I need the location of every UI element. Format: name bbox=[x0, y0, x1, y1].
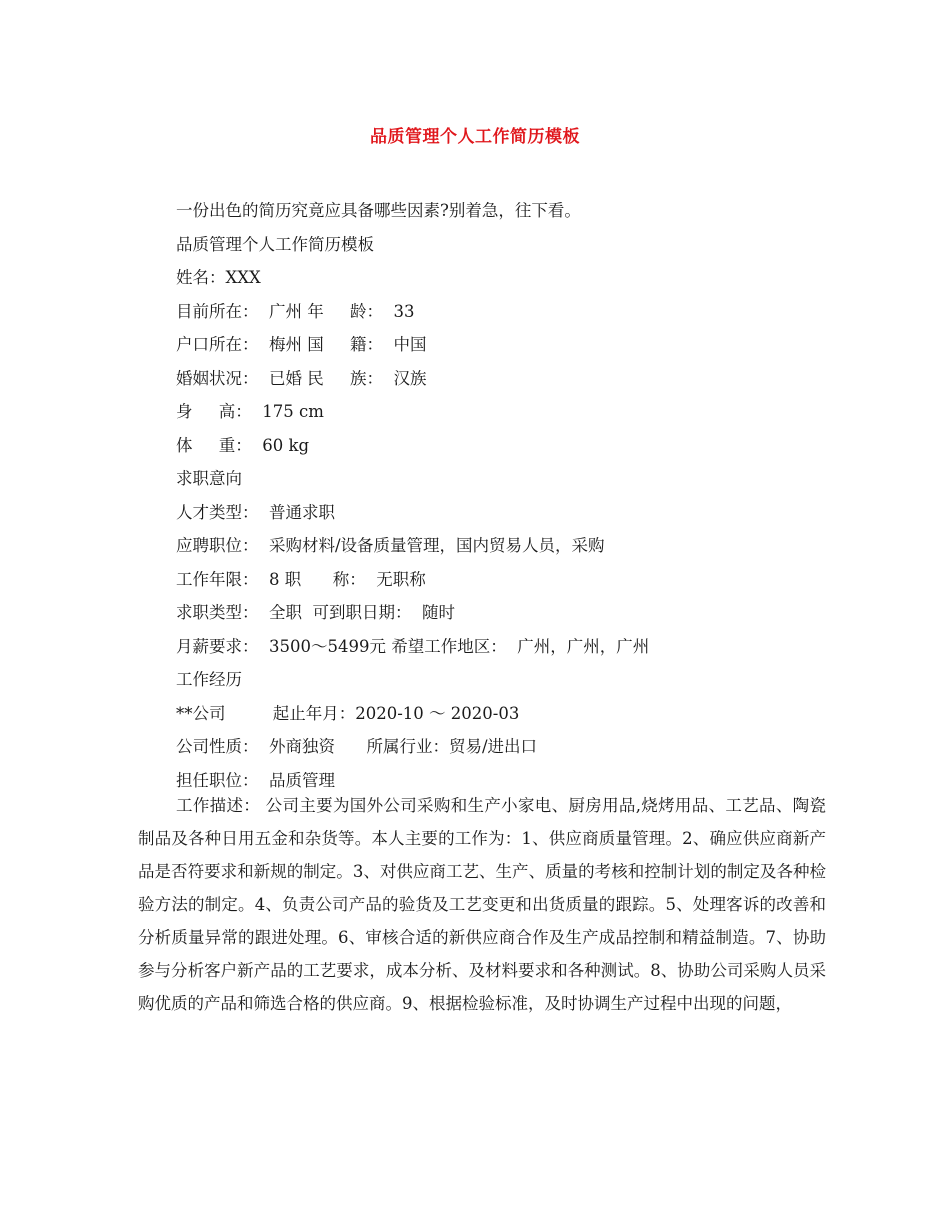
salary-line: 月薪要求： 3500～5499元 希望工作地区： 广州，广州，广州 bbox=[176, 636, 650, 656]
name-line: 姓名：XXX bbox=[176, 268, 261, 287]
company-period-line: **公司 起止年月：2020-10 ～ 2020-03 bbox=[176, 703, 520, 723]
job-type-line: 求职类型： 全职 可到职日期： 随时 bbox=[176, 603, 455, 622]
subtitle-line: 品质管理个人工作简历模板 bbox=[176, 234, 374, 254]
work-description-paragraph: 工作描述： 公司主要为国外公司采购和生产小家电、厨房用品,烧烤用品、工艺品、陶瓷制品及各种日用五金和杂货等。本人主要的工作为：1、供应商质量管理。2、确应供应商新产品是否符要求和新规的制定。3、对供应商工艺、生产、质量的考核和控制计划的制定及各种检验方法的制定。4、负责公司产品的验货及工艺变更和出货质量的跟踪。5、处理客诉的改善和分析质量异常的跟进处理。6、审核合适的新供应商合作及生产成品控制和精益制造。7、协助参与分析客户新产品的工艺要求，成本分析、及材料要求和各种测试。8、协助公司采购人员采购优质的产品和筛选合格的供应商。9、根据检验标准，及时协调生产过程中出现的问题， bbox=[138, 796, 826, 1013]
job-intention-heading: 求职意向 bbox=[176, 469, 242, 488]
talent-type-line: 人才类型： 普通求职 bbox=[176, 502, 335, 522]
marital-ethnicity-line: 婚姻状况： 已婚 民 族： 汉族 bbox=[176, 368, 427, 388]
work-experience-heading: 工作经历 bbox=[176, 670, 242, 689]
company-nature-line: 公司性质： 外商独资 所属行业：贸易/进出口 bbox=[176, 737, 538, 756]
height-line: 身 高： 175 cm bbox=[176, 402, 324, 421]
document-title: 品质管理个人工作简历模板 bbox=[370, 127, 580, 147]
hukou-nationality-line: 户口所在： 梅州 国 籍： 中国 bbox=[176, 335, 427, 354]
resume-info-block bbox=[176, 194, 836, 797]
work-years-line: 工作年限： 8 职 称： 无职称 bbox=[176, 569, 426, 589]
weight-line: 体 重： 60 kg bbox=[176, 435, 310, 455]
applied-position-line: 应聘职位： 采购材料/设备质量管理，国内贸易人员，采购 bbox=[176, 536, 605, 555]
position-held-line: 担任职位： 品质管理 bbox=[176, 770, 335, 790]
location-age-line: 目前所在： 广州 年 龄： 33 bbox=[176, 301, 415, 321]
intro-line: 一份出色的简历究竟应具备哪些因素?别着急，往下看。 bbox=[176, 201, 581, 220]
